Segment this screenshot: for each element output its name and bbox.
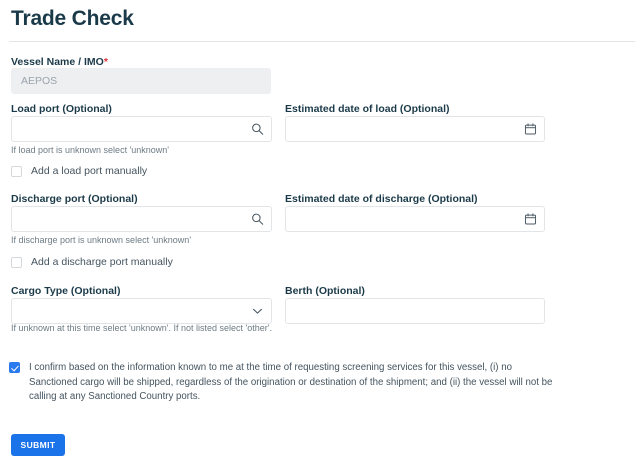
estimated-date-of-load-label: Estimated date of load (Optional) [285,103,450,115]
discharge-port-label: Discharge port (Optional) [11,193,138,205]
discharge-port-helper-text: If discharge port is unknown select 'unknown' [11,235,192,245]
calendar-icon[interactable] [524,213,537,226]
estimated-date-of-discharge-input[interactable] [285,206,545,232]
header-divider [9,41,635,42]
add-discharge-port-manually-row[interactable] [11,256,173,269]
required-asterisk: * [103,56,108,68]
load-port-helper-text: If load port is unknown select 'unknown' [11,145,170,155]
estimated-date-of-discharge-label: Estimated date of discharge (Optional) [285,193,478,205]
add-load-port-manually-checkbox[interactable] [11,166,22,177]
confirmation-text: I confirm based on the information known to me at the time of requesting screening services for this vessel, (i) no Sanctioned cargo will be shipped, regardless of the origination or destination of the shipment; and (ii) the vessel will not be calling at any Sanctioned Country ports. [29,362,553,403]
search-icon[interactable] [251,213,264,226]
berth-input[interactable] [285,298,545,324]
add-load-port-manually-label: Add a load port manually [31,165,148,177]
submit-button[interactable]: SUBMIT [11,434,65,456]
confirmation-row[interactable] [9,361,609,405]
add-load-port-manually-row[interactable] [11,165,147,178]
add-discharge-port-manually-label: Add a discharge port manually [31,256,173,268]
page-title: Trade Check [11,7,134,30]
cargo-type-select[interactable] [11,298,272,324]
berth-label: Berth (Optional) [285,285,365,297]
estimated-date-of-load-input[interactable] [285,116,545,142]
vessel-name-value: AEPOS [21,75,58,87]
cargo-type-label: Cargo Type (Optional) [11,285,121,297]
discharge-port-input[interactable] [11,206,272,232]
chevron-down-icon[interactable] [251,305,264,318]
vessel-name-label-text: Vessel Name / IMO [11,56,104,68]
add-discharge-port-manually-checkbox[interactable] [11,257,22,268]
confirmation-checkbox[interactable] [9,362,20,373]
vessel-name-input[interactable] [11,68,271,94]
load-port-input[interactable] [11,116,272,142]
search-icon[interactable] [251,123,264,136]
load-port-label: Load port (Optional) [11,103,112,115]
calendar-icon[interactable] [524,123,537,136]
cargo-type-helper-text: If unknown at this time select 'unknown'. If not listed select 'other'. [11,323,273,333]
